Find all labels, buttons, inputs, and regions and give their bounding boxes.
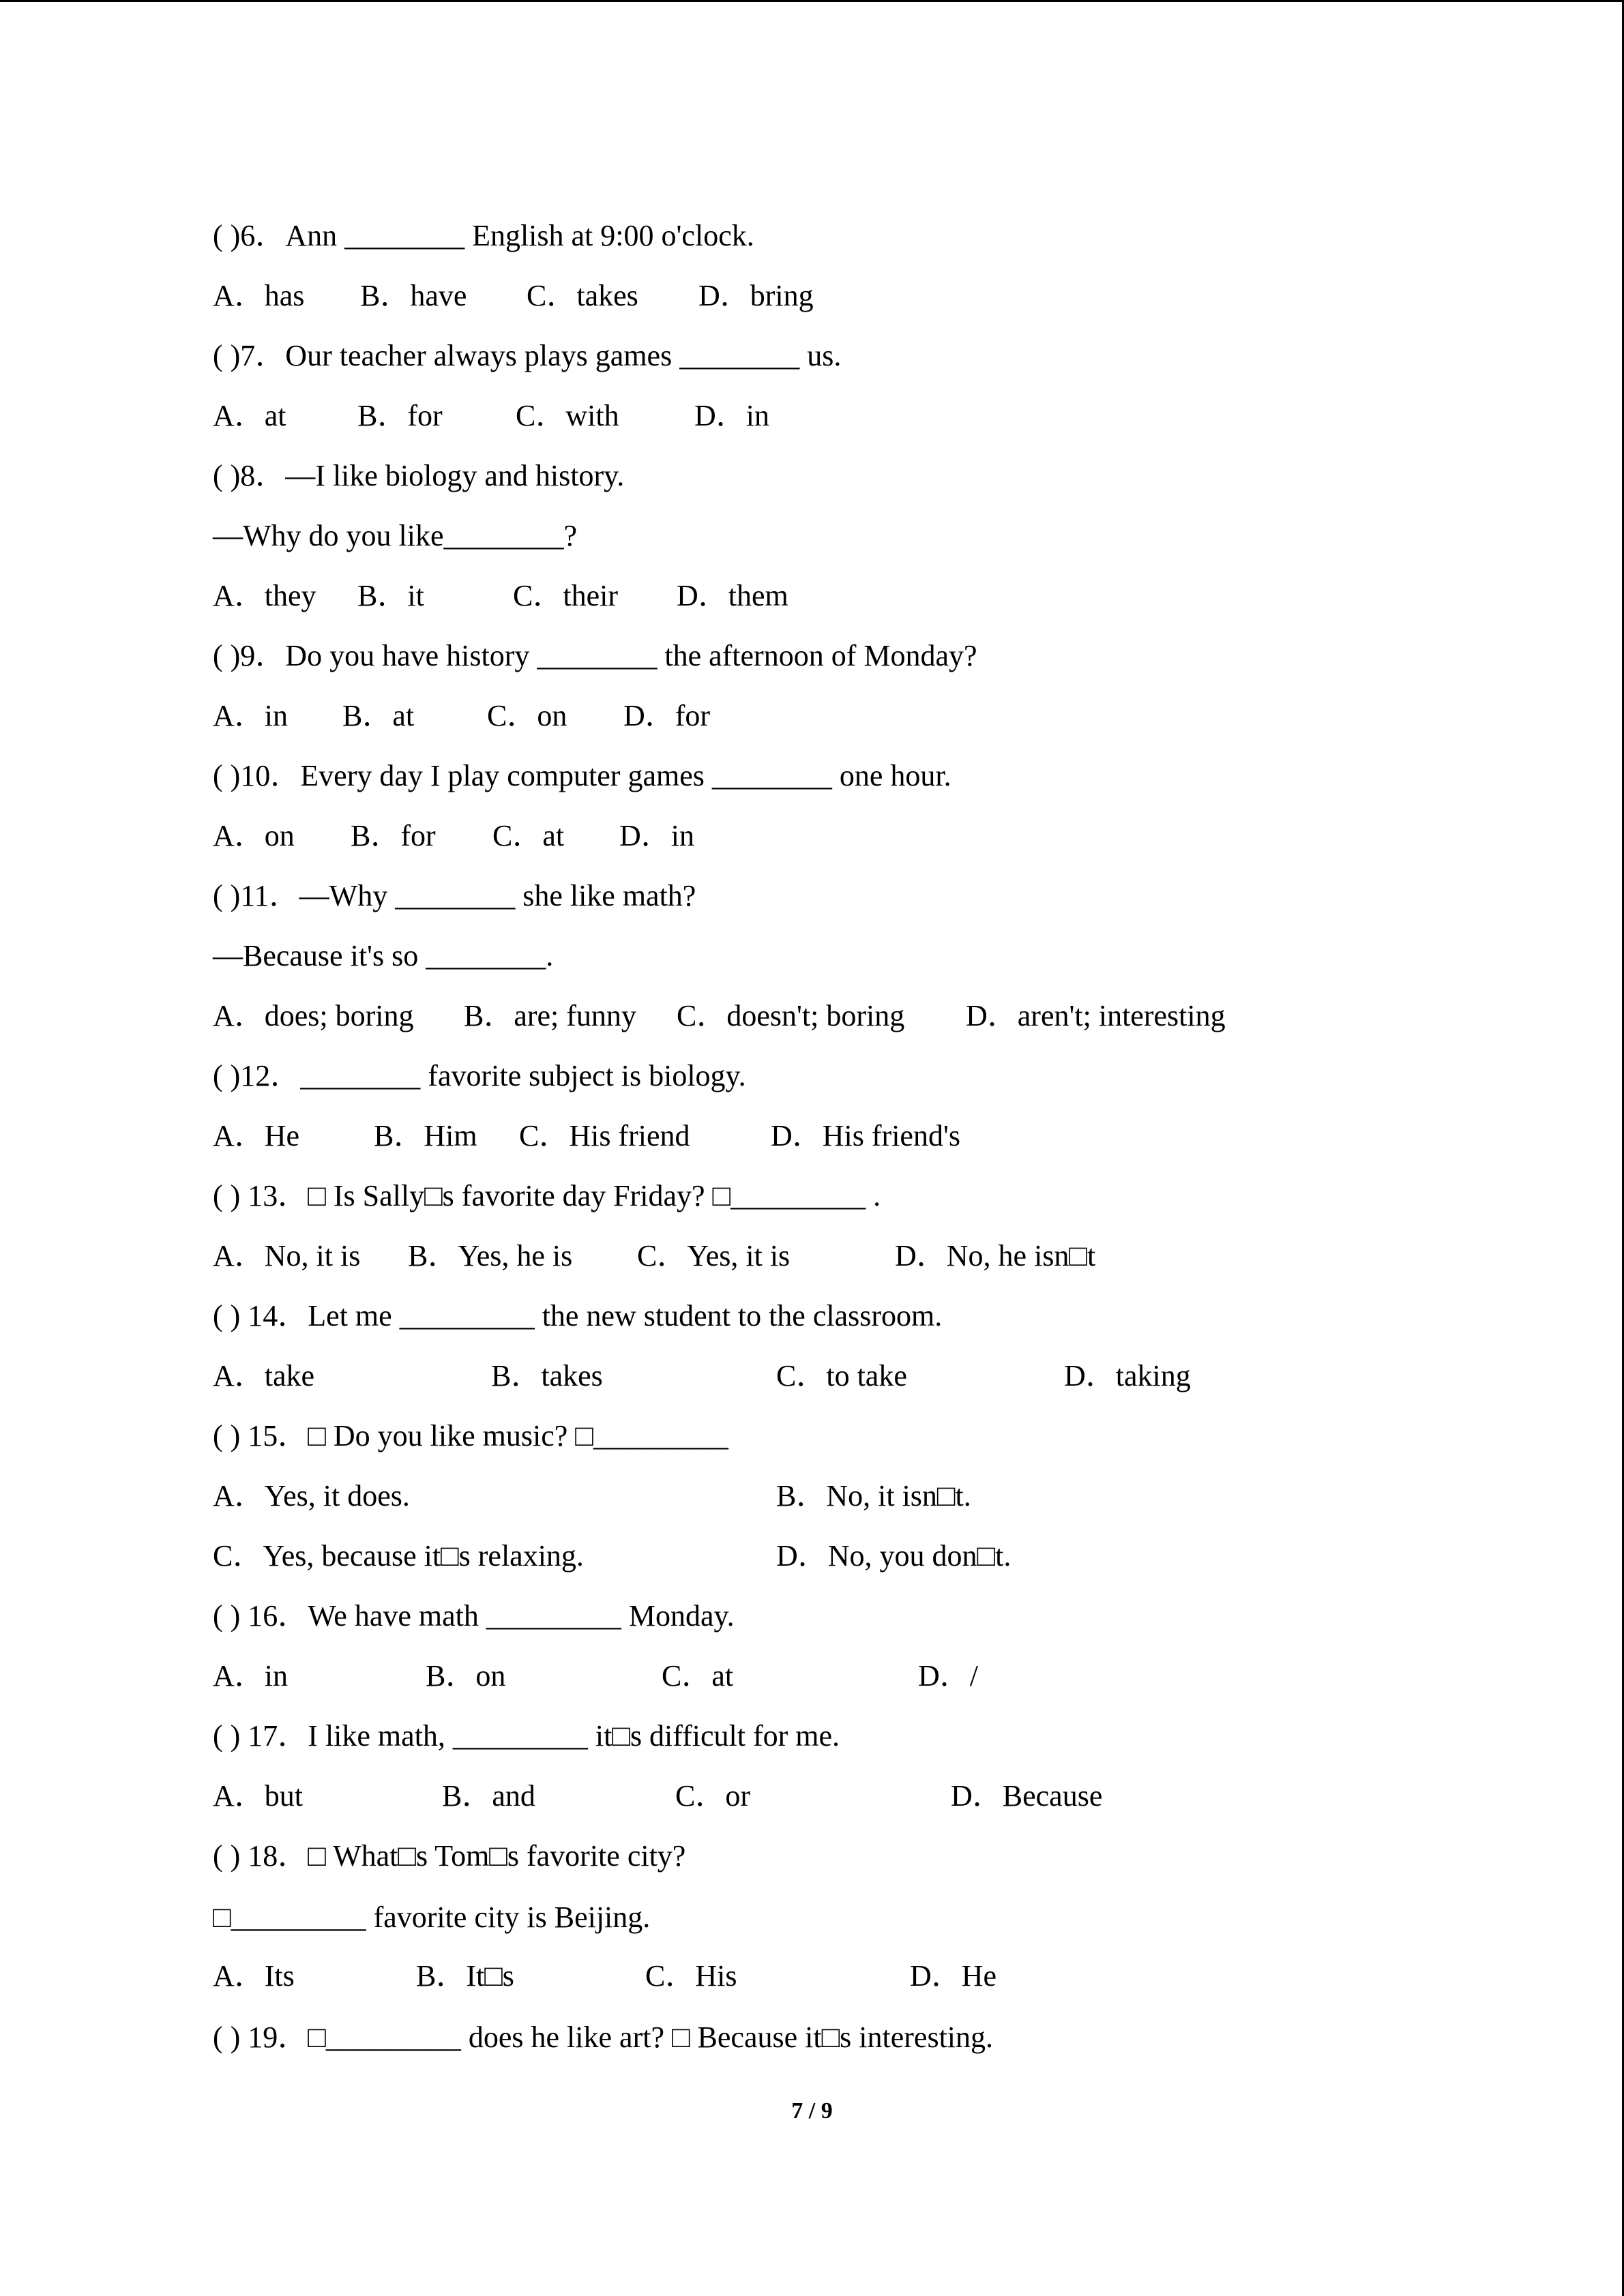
option-a: A．take (213, 1359, 315, 1392)
question-text: ( ) 15．□ Do you like music? □_________ (213, 1419, 728, 1452)
question-text: ( )12．________ favorite subject is biology. (213, 1059, 746, 1092)
question-text: ( )9．Do you have history ________ the afternoon of Monday? (213, 639, 977, 672)
option-c: C．at (492, 819, 565, 852)
option-c: C．doesn't; boring (677, 999, 905, 1032)
option-d: D．Because (951, 1779, 1103, 1813)
option-d: D．for (623, 699, 711, 732)
option-b: B．for (357, 399, 443, 432)
option-a: A．has (213, 279, 305, 312)
option-b: B．takes (491, 1359, 603, 1392)
option-d: D．bring (698, 279, 814, 312)
question-text: —Because it's so ________. (213, 939, 554, 972)
question-text: ( )8．—I like biology and history. (213, 459, 625, 492)
option-c: C．takes (527, 279, 638, 312)
question-text: ( )11．—Why ________ she like math? (213, 879, 696, 912)
question-text: ( ) 18．□ What□s Tom□s favorite city? (213, 1839, 686, 1873)
option-b: B．for (351, 819, 436, 852)
option-b: B．are; funny (464, 999, 636, 1032)
option-b: B．Yes, he is (408, 1239, 573, 1272)
option-a: A．on (213, 819, 295, 852)
option-d: D．His friend's (771, 1119, 961, 1152)
option-c: C．His friend (519, 1119, 690, 1152)
question-text: ( ) 19．□_________ does he like art? □ Because it□s interesting. (213, 2021, 994, 2054)
question-text: ( )7．Our teacher always plays games ________ us. (213, 339, 842, 372)
option-a: A．in (213, 1659, 288, 1693)
option-a: C．Yes, because it□s relaxing. (213, 1539, 584, 1572)
option-d: D．taking (1064, 1359, 1191, 1392)
option-b: B．at (342, 699, 415, 732)
option-c: C．with (516, 399, 619, 432)
option-c: C．His (645, 1959, 737, 1993)
question-text: ( ) 16．We have math _________ Monday. (213, 1599, 735, 1632)
option-a: A．Yes, it does. (213, 1479, 410, 1512)
option-d: D．them (677, 579, 788, 612)
option-a: A．He (213, 1119, 300, 1152)
option-a: A．they (213, 579, 316, 612)
option-b: B．and (442, 1779, 535, 1813)
option-d: D．/ (918, 1659, 978, 1693)
option-d: D．in (619, 819, 694, 852)
option-b: B．It□s (416, 1959, 514, 1993)
option-b: B．on (426, 1659, 506, 1693)
option-b: B．it (357, 579, 424, 612)
option-c: C．their (513, 579, 618, 612)
option-a: A．No, it is (213, 1239, 361, 1272)
question-text: —Why do you like________? (213, 519, 578, 552)
option-a: A．but (213, 1779, 303, 1813)
question-text: ( )10．Every day I play computer games ________ one hour. (213, 759, 951, 792)
option-c: C．Yes, it is (637, 1239, 791, 1272)
option-c: C．on (487, 699, 567, 732)
option-a: A．in (213, 699, 288, 732)
option-a: A．at (213, 399, 286, 432)
option-a: A．does; boring (213, 999, 414, 1032)
option-a: A．Its (213, 1959, 295, 1993)
option-b: D．No, you don□t. (776, 1539, 1012, 1572)
option-d: D．No, he isn□t (895, 1239, 1096, 1272)
option-b: B．No, it isn□t. (776, 1479, 971, 1512)
question-text: ( )6．Ann ________ English at 9:00 o'clock. (213, 219, 754, 252)
option-d: D．He (910, 1959, 997, 1993)
option-b: B．Him (374, 1119, 477, 1152)
question-text: ( ) 17．I like math, _________ it□s difficult for me. (213, 1719, 840, 1753)
option-c: C．at (662, 1659, 734, 1693)
page-number: 7 / 9 (791, 2098, 833, 2123)
question-text: ( ) 14．Let me _________ the new student to the classroom. (213, 1299, 943, 1332)
option-c: C．to take (776, 1359, 907, 1392)
question-text: ( ) 13．□ Is Sally□s favorite day Friday? □_________ . (213, 1179, 881, 1212)
option-d: D．in (694, 399, 769, 432)
option-b: B．have (360, 279, 467, 312)
question-text: □_________ favorite city is Beijing. (213, 1900, 651, 1934)
option-c: C．or (675, 1779, 750, 1813)
option-d: D．aren't; interesting (966, 999, 1226, 1032)
